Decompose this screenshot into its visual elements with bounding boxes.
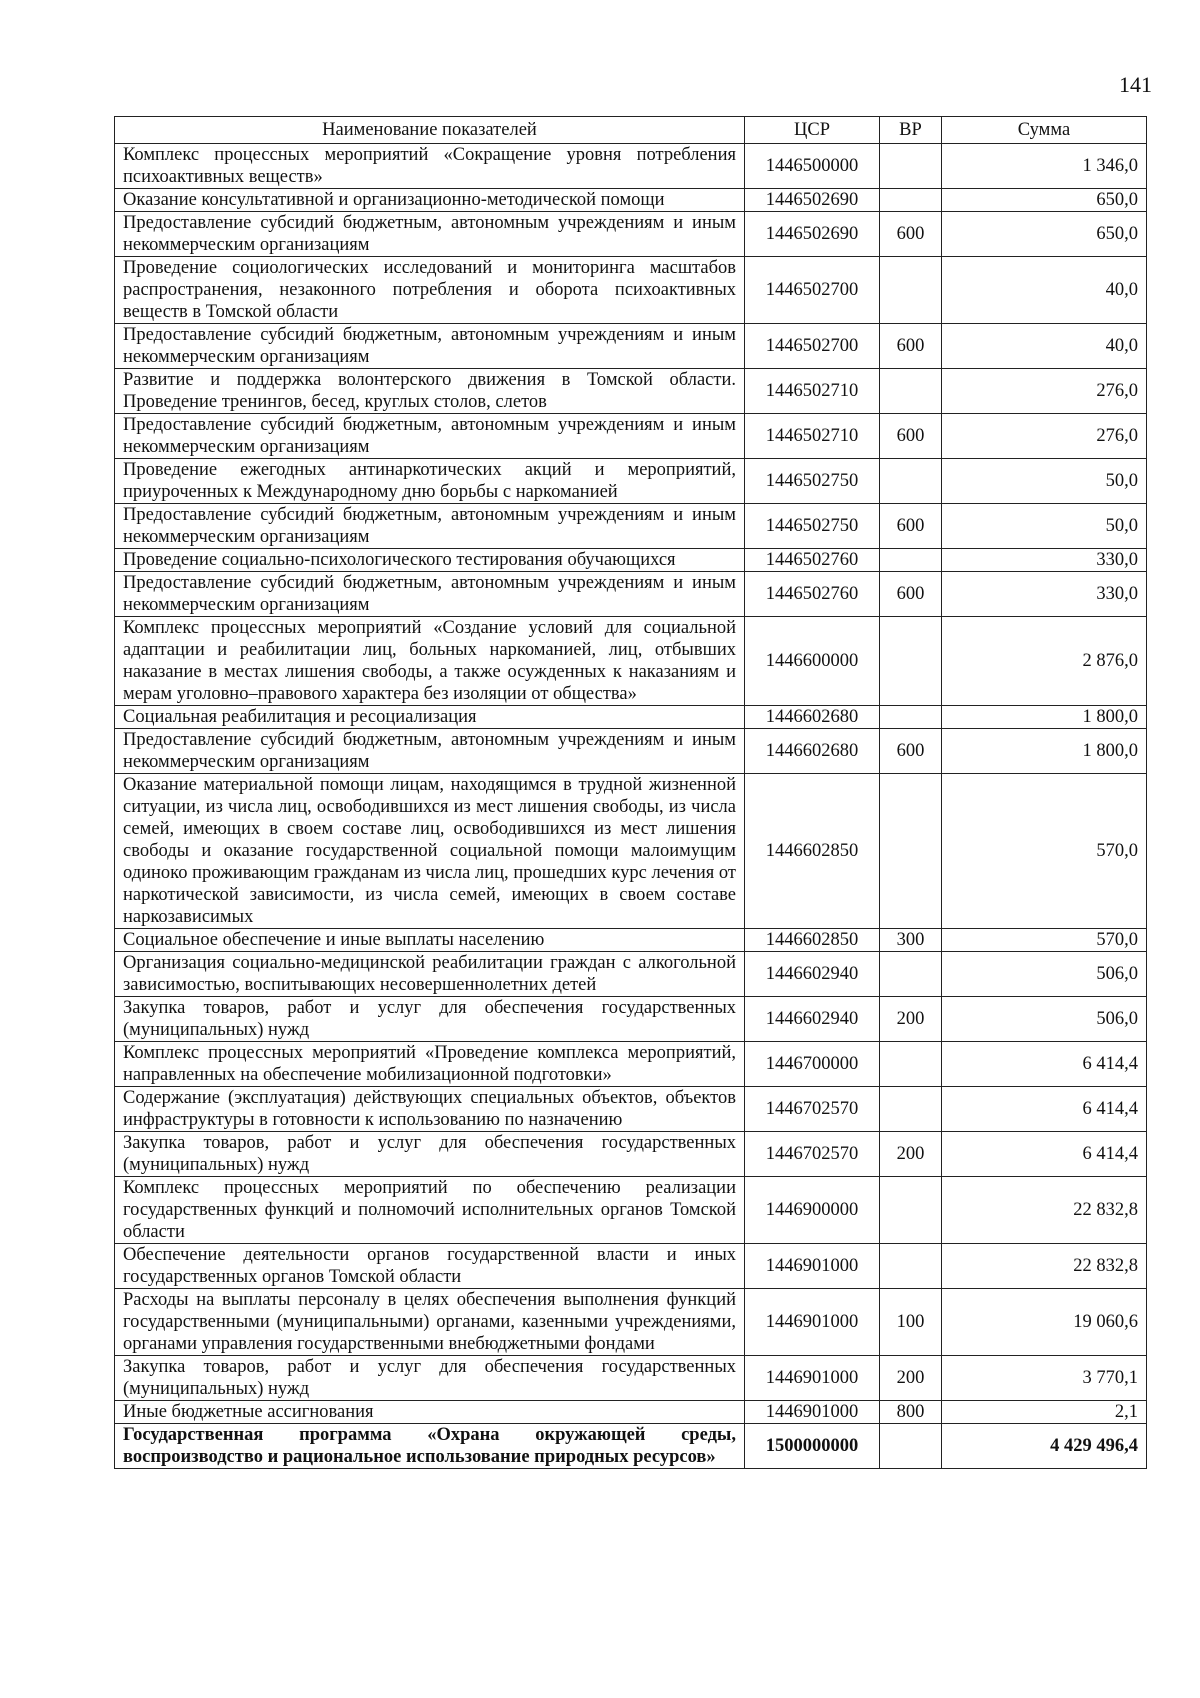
- row-sum-cell: 276,0: [942, 369, 1147, 414]
- table-body: [115, 144, 1147, 1469]
- row-sum-cell: 40,0: [942, 324, 1147, 369]
- row-sum-cell: 19 060,6: [942, 1289, 1147, 1356]
- table-header-row: [115, 117, 1147, 144]
- row-sum-cell: 650,0: [942, 189, 1147, 212]
- row-vr-cell: [880, 144, 942, 189]
- row-name-cell: Закупка товаров, работ и услуг для обеспечения государственных (муниципальных) нужд: [115, 1132, 745, 1177]
- table-row: [115, 324, 1147, 369]
- row-name-cell: Организация социально-медицинской реабилитации граждан с алкогольной зависимостью, воспитывающих несовершеннолетних детей: [115, 952, 745, 997]
- row-csr-cell: 1446502760: [745, 572, 880, 617]
- table-row: [115, 729, 1147, 774]
- row-csr-cell: 1446602940: [745, 952, 880, 997]
- row-name-cell: Иные бюджетные ассигнования: [115, 1401, 745, 1424]
- header-vr: ВР: [880, 117, 942, 144]
- table-row: [115, 1401, 1147, 1424]
- header-csr: ЦСР: [745, 117, 880, 144]
- row-csr-cell: 1446602850: [745, 929, 880, 952]
- row-name-cell: Закупка товаров, работ и услуг для обеспечения государственных (муниципальных) нужд: [115, 997, 745, 1042]
- table-row: [115, 414, 1147, 459]
- row-name-cell: Предоставление субсидий бюджетным, автономным учреждениям и иным некоммерческим организациям: [115, 572, 745, 617]
- row-csr-cell: 1446502760: [745, 549, 880, 572]
- table-row: [115, 549, 1147, 572]
- row-vr-cell: [880, 1177, 942, 1244]
- row-csr-cell: 1446901000: [745, 1244, 880, 1289]
- table-row: [115, 1244, 1147, 1289]
- row-name-cell: Комплекс процессных мероприятий по обеспечению реализации государственных функций и полномочий исполнительных органов Томской области: [115, 1177, 745, 1244]
- row-vr-cell: [880, 706, 942, 729]
- row-sum-cell: 6 414,4: [942, 1087, 1147, 1132]
- row-csr-cell: 1446901000: [745, 1356, 880, 1401]
- row-name-cell: Расходы на выплаты персоналу в целях обеспечения выполнения функций государственными (муниципальными) органами, казенными учреждениями, органами управления государственными внебюджетными фондами: [115, 1289, 745, 1356]
- row-vr-cell: [880, 1087, 942, 1132]
- row-csr-cell: 1446502690: [745, 189, 880, 212]
- row-name-cell: Оказание консультативной и организационно-методической помощи: [115, 189, 745, 212]
- row-csr-cell: 1446602680: [745, 729, 880, 774]
- row-vr-cell: [880, 617, 942, 706]
- row-name-cell: Комплекс процессных мероприятий «Сокращение уровня потребления психоактивных веществ»: [115, 144, 745, 189]
- table-row: [115, 1087, 1147, 1132]
- table-row: [115, 1177, 1147, 1244]
- row-name-cell: Предоставление субсидий бюджетным, автономным учреждениям и иным некоммерческим организациям: [115, 729, 745, 774]
- row-name-cell: Предоставление субсидий бюджетным, автономным учреждениям и иным некоммерческим организациям: [115, 324, 745, 369]
- row-name-cell: Закупка товаров, работ и услуг для обеспечения государственных (муниципальных) нужд: [115, 1356, 745, 1401]
- row-csr-cell: 1446502710: [745, 369, 880, 414]
- row-vr-cell: 200: [880, 1356, 942, 1401]
- row-vr-cell: [880, 369, 942, 414]
- row-name-cell: Социальная реабилитация и ресоциализация: [115, 706, 745, 729]
- row-sum-cell: 2 876,0: [942, 617, 1147, 706]
- row-sum-cell: 50,0: [942, 504, 1147, 549]
- row-csr-cell: 1446502690: [745, 212, 880, 257]
- row-sum-cell: 6 414,4: [942, 1132, 1147, 1177]
- row-csr-cell: 1446602940: [745, 997, 880, 1042]
- row-name-cell: Предоставление субсидий бюджетным, автономным учреждениям и иным некоммерческим организациям: [115, 212, 745, 257]
- row-name-cell: Комплекс процессных мероприятий «Создание условий для социальной адаптации и реабилитации лиц, больных наркоманией, лиц, отбывших наказание в местах лишения свободы, а также осужденных к наказаниям и мерам уголовно–правового характера без изоляции от общества»: [115, 617, 745, 706]
- budget-table: [114, 116, 1147, 1469]
- row-csr-cell: 1446702570: [745, 1087, 880, 1132]
- row-sum-cell: 570,0: [942, 774, 1147, 929]
- table-row: [115, 572, 1147, 617]
- row-vr-cell: [880, 459, 942, 504]
- row-csr-cell: 1446502750: [745, 459, 880, 504]
- row-csr-cell: 1446502710: [745, 414, 880, 459]
- row-sum-cell: 3 770,1: [942, 1356, 1147, 1401]
- row-name-cell: Предоставление субсидий бюджетным, автономным учреждениям и иным некоммерческим организациям: [115, 414, 745, 459]
- row-sum-cell: 40,0: [942, 257, 1147, 324]
- row-name-cell: Социальное обеспечение и иные выплаты населению: [115, 929, 745, 952]
- row-sum-cell: 2,1: [942, 1401, 1147, 1424]
- row-vr-cell: 800: [880, 1401, 942, 1424]
- table-row: [115, 257, 1147, 324]
- row-csr-cell: 1500000000: [745, 1424, 880, 1469]
- table-row: [115, 774, 1147, 929]
- row-name-cell: Содержание (эксплуатация) действующих специальных объектов, объектов инфраструктуры в готовности к использованию по назначению: [115, 1087, 745, 1132]
- row-vr-cell: 600: [880, 729, 942, 774]
- row-vr-cell: 200: [880, 997, 942, 1042]
- row-csr-cell: 1446602850: [745, 774, 880, 929]
- header-sum: Сумма: [942, 117, 1147, 144]
- table-row: [115, 504, 1147, 549]
- row-name-cell: Предоставление субсидий бюджетным, автономным учреждениям и иным некоммерческим организациям: [115, 504, 745, 549]
- table-row: [115, 1356, 1147, 1401]
- row-name-cell: Комплекс процессных мероприятий «Проведение комплекса мероприятий, направленных на обеспечение мобилизационной подготовки»: [115, 1042, 745, 1087]
- row-vr-cell: 600: [880, 504, 942, 549]
- row-vr-cell: [880, 1244, 942, 1289]
- row-sum-cell: 570,0: [942, 929, 1147, 952]
- row-vr-cell: [880, 257, 942, 324]
- row-sum-cell: 330,0: [942, 549, 1147, 572]
- table-row: [115, 929, 1147, 952]
- row-csr-cell: 1446901000: [745, 1401, 880, 1424]
- row-csr-cell: 1446602680: [745, 706, 880, 729]
- row-name-cell: Проведение социально-психологического тестирования обучающихся: [115, 549, 745, 572]
- row-sum-cell: 1 800,0: [942, 729, 1147, 774]
- row-vr-cell: 600: [880, 324, 942, 369]
- row-sum-cell: 330,0: [942, 572, 1147, 617]
- table-row: [115, 212, 1147, 257]
- table-row: [115, 1289, 1147, 1356]
- row-vr-cell: 600: [880, 572, 942, 617]
- row-sum-cell: 650,0: [942, 212, 1147, 257]
- row-name-cell: Государственная программа «Охрана окружающей среды, воспроизводство и рациональное использование природных ресурсов»: [115, 1424, 745, 1469]
- row-vr-cell: [880, 189, 942, 212]
- table-row: [115, 1132, 1147, 1177]
- row-name-cell: Проведение социологических исследований и мониторинга масштабов распространения, незаконного потребления и оборота психоактивных веществ в Томской области: [115, 257, 745, 324]
- row-sum-cell: 276,0: [942, 414, 1147, 459]
- row-sum-cell: 4 429 496,4: [942, 1424, 1147, 1469]
- row-sum-cell: 1 346,0: [942, 144, 1147, 189]
- row-sum-cell: 506,0: [942, 952, 1147, 997]
- table-row: [115, 997, 1147, 1042]
- table-row: [115, 952, 1147, 997]
- table-row: [115, 1042, 1147, 1087]
- row-csr-cell: 1446500000: [745, 144, 880, 189]
- row-sum-cell: 22 832,8: [942, 1177, 1147, 1244]
- table-row: [115, 459, 1147, 504]
- row-sum-cell: 506,0: [942, 997, 1147, 1042]
- row-sum-cell: 6 414,4: [942, 1042, 1147, 1087]
- row-csr-cell: 1446600000: [745, 617, 880, 706]
- row-csr-cell: 1446502700: [745, 257, 880, 324]
- table-row: [115, 369, 1147, 414]
- row-vr-cell: [880, 1424, 942, 1469]
- row-csr-cell: 1446700000: [745, 1042, 880, 1087]
- row-vr-cell: 600: [880, 212, 942, 257]
- table-row: [115, 706, 1147, 729]
- table-row: [115, 617, 1147, 706]
- row-csr-cell: 1446502750: [745, 504, 880, 549]
- row-csr-cell: 1446901000: [745, 1289, 880, 1356]
- row-vr-cell: 300: [880, 929, 942, 952]
- row-vr-cell: 600: [880, 414, 942, 459]
- page-number: 141: [1119, 72, 1152, 97]
- row-name-cell: Развитие и поддержка волонтерского движения в Томской области. Проведение тренингов, бесед, круглых столов, слетов: [115, 369, 745, 414]
- row-vr-cell: [880, 549, 942, 572]
- row-csr-cell: 1446502700: [745, 324, 880, 369]
- row-sum-cell: 22 832,8: [942, 1244, 1147, 1289]
- row-name-cell: Оказание материальной помощи лицам, находящимся в трудной жизненной ситуации, из числа лиц, освободившихся из мест лишения свободы, из числа семей, имеющих в своем составе лиц, освободившихся из мест лишения свободы и оказание государственной социальной помощи малоимущим одиноко проживающим гражданам из числа лиц, прошедших курс лечения от наркотической зависимости, из числа семей, имеющих в своем составе наркозависимых: [115, 774, 745, 929]
- row-vr-cell: 200: [880, 1132, 942, 1177]
- row-name-cell: Проведение ежегодных антинаркотических акций и мероприятий, приуроченных к Международному дню борьбы с наркоманией: [115, 459, 745, 504]
- table-row: [115, 1424, 1147, 1469]
- row-vr-cell: [880, 952, 942, 997]
- row-vr-cell: [880, 774, 942, 929]
- row-vr-cell: 100: [880, 1289, 942, 1356]
- row-csr-cell: 1446900000: [745, 1177, 880, 1244]
- table-row: [115, 189, 1147, 212]
- row-vr-cell: [880, 1042, 942, 1087]
- row-csr-cell: 1446702570: [745, 1132, 880, 1177]
- row-sum-cell: 50,0: [942, 459, 1147, 504]
- header-name: Наименование показателей: [115, 117, 745, 144]
- table-row: [115, 144, 1147, 189]
- row-sum-cell: 1 800,0: [942, 706, 1147, 729]
- row-name-cell: Обеспечение деятельности органов государственной власти и иных государственных органов Томской области: [115, 1244, 745, 1289]
